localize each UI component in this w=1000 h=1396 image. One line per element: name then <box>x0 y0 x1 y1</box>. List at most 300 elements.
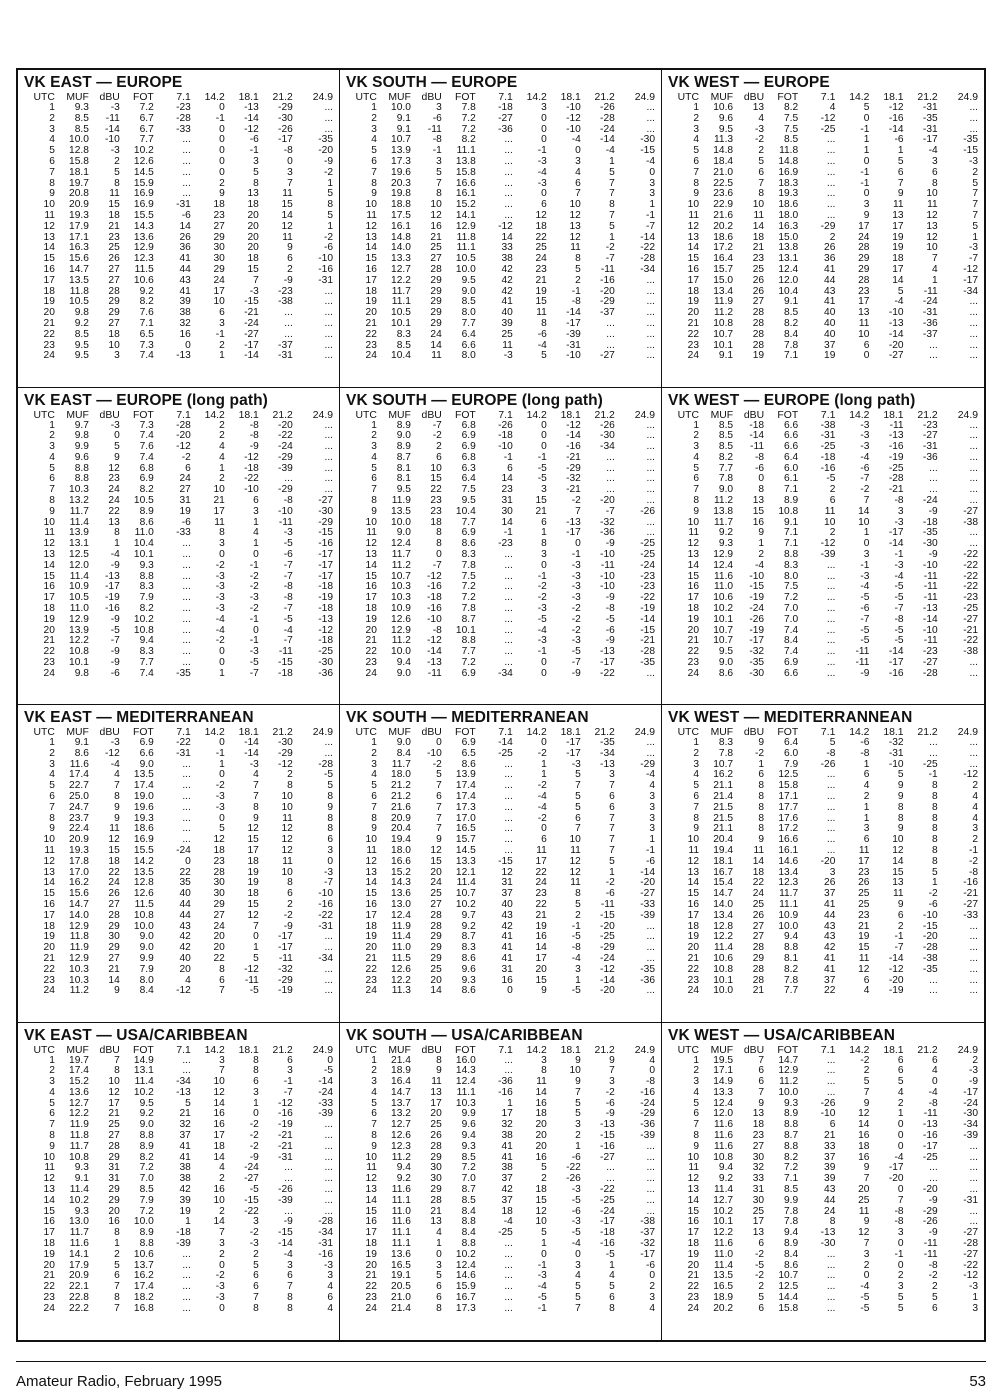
table-cell: 6.7 <box>139 123 154 135</box>
table-cell: 6 <box>507 462 513 474</box>
table-cell: 23 <box>535 263 547 275</box>
table-cell: 8.9 <box>784 1108 799 1120</box>
table-cell: 11 <box>536 1076 547 1088</box>
table-cell: 10.1 <box>713 613 734 625</box>
table-cell: 38 <box>179 1173 191 1185</box>
table-cell: 28 <box>430 1194 442 1206</box>
table-cell: 23 <box>43 339 55 351</box>
table-cell: 16 <box>43 581 55 593</box>
table-cell: -2 <box>755 134 765 146</box>
table-cell: 27 <box>108 952 120 964</box>
table-cell: -29 <box>278 747 293 759</box>
table-cell: ... <box>284 307 293 319</box>
table-cell: 3 <box>863 1248 870 1260</box>
table-cell: 27 <box>108 898 120 910</box>
table-cell: -20 <box>888 339 904 351</box>
table-cell: 8.9 <box>784 495 799 507</box>
table-cell: 16 <box>752 516 765 528</box>
table-cell: 8 <box>287 877 293 889</box>
table-cell: -37 <box>640 1227 655 1239</box>
table-cell: 25 <box>858 888 870 900</box>
table-cell: 21 <box>535 505 547 517</box>
table-cell: -11 <box>600 898 615 910</box>
table-cell: -1 <box>249 559 259 571</box>
table-cell: 18 <box>213 1140 225 1152</box>
table-cell: 28 <box>108 285 120 297</box>
table-cell: ... <box>324 747 333 759</box>
table-cell: -3 <box>571 1216 581 1228</box>
table-cell: -6 <box>860 737 870 748</box>
panel-title: VK SOUTH — EUROPE <box>346 74 518 91</box>
table-cell: 2 <box>897 1097 904 1109</box>
table-cell: 9.1 <box>718 350 734 362</box>
table-cell: 20 <box>179 963 191 975</box>
table-cell: -13 <box>820 1227 836 1239</box>
table-cell: 15 <box>43 888 55 900</box>
table-cell: -8 <box>432 624 442 636</box>
table-cell: -20 <box>820 855 836 867</box>
column-header: 7.1 <box>176 92 191 103</box>
table-cell: 0 <box>541 188 547 200</box>
table-cell: -5 <box>571 931 581 943</box>
table-cell: 12.6 <box>391 963 411 975</box>
table-cell: 0 <box>863 188 870 200</box>
table-row <box>346 330 655 341</box>
footer-rule <box>16 1361 986 1362</box>
table-cell: 6 <box>287 888 293 900</box>
table-cell: 30 <box>108 931 120 943</box>
table-cell: 10.8 <box>133 909 154 921</box>
table-cell: 17 <box>858 855 870 867</box>
table-cell: 4 <box>575 166 581 178</box>
table-cell: 5 <box>575 801 581 813</box>
table-cell: -4 <box>755 559 765 571</box>
table-cell: -6 <box>894 134 904 146</box>
table-cell: -5 <box>537 1292 547 1304</box>
table-cell: ... <box>646 985 655 997</box>
table-cell: 21.0 <box>713 166 734 178</box>
column-header: 18.1 <box>560 409 581 421</box>
table-cell: 7.2 <box>461 123 476 135</box>
table-cell: 5 <box>327 780 333 792</box>
table-cell: 11.7 <box>391 285 411 297</box>
table-cell: 1 <box>436 1238 442 1250</box>
table-cell: 10.6 <box>133 274 154 286</box>
table-cell: 8.5 <box>784 1184 799 1196</box>
table-cell: 43 <box>824 285 836 297</box>
table-cell: 20 <box>535 1140 547 1152</box>
table-cell: 8 <box>49 1130 55 1142</box>
table-cell: 25 <box>858 898 870 910</box>
table-cell: -6 <box>645 1259 655 1271</box>
table-cell: -2 <box>432 758 442 770</box>
table-cell: 28 <box>752 328 765 340</box>
column-header: dBU <box>421 92 442 103</box>
table-cell: -7 <box>894 942 904 954</box>
page-number: 53 <box>969 1373 986 1390</box>
table-cell: 19.7 <box>69 177 89 189</box>
column-header: 14.2 <box>204 727 225 738</box>
table-cell: -1 <box>645 209 655 221</box>
propagation-panel <box>18 388 340 706</box>
table-cell: 43 <box>824 1184 836 1196</box>
table-cell: 6 <box>575 812 581 824</box>
table-cell: -5 <box>894 635 904 647</box>
table-cell: 17 <box>43 909 55 921</box>
table-cell: -12 <box>566 112 581 124</box>
table-cell: 12.7 <box>69 1097 89 1109</box>
table-cell: ... <box>826 134 836 146</box>
table-cell: -25 <box>498 1227 513 1239</box>
table-cell: 10.4 <box>391 350 411 362</box>
table-cell: -34 <box>318 952 333 964</box>
table-cell: -11 <box>923 285 938 297</box>
table-cell: ... <box>969 419 978 431</box>
table-cell: 0 <box>253 624 259 636</box>
table-cell: 13.5 <box>69 274 89 286</box>
table-cell: 15.7 <box>713 263 734 275</box>
table-cell: -12 <box>427 570 442 582</box>
table-cell: ... <box>284 317 293 329</box>
table-cell: ... <box>969 112 978 124</box>
table-cell: -22 <box>640 242 655 254</box>
column-header: 7.1 <box>176 727 191 738</box>
table-cell: 14.0 <box>391 242 411 254</box>
table-cell: 0 <box>897 1259 904 1271</box>
table-row <box>346 222 655 233</box>
table-cell: 12.9 <box>455 220 476 232</box>
table-cell: 11.8 <box>456 231 476 243</box>
table-cell: ... <box>826 657 836 669</box>
table-cell: -36 <box>498 1076 513 1088</box>
table-cell: 7 <box>49 484 55 496</box>
table-cell: ... <box>284 328 293 340</box>
column-header: FOT <box>454 409 476 421</box>
table-cell: 7.1 <box>139 317 154 329</box>
table-cell: -1 <box>537 145 547 157</box>
table-cell: -22 <box>600 1184 615 1196</box>
table-cell: 13.4 <box>713 285 734 297</box>
table-cell: 32 <box>179 1119 191 1131</box>
table-cell: -25 <box>922 758 938 770</box>
table-cell: -3 <box>323 1259 333 1271</box>
table-cell: -10 <box>820 1108 836 1120</box>
table-cell: 2 <box>575 1130 581 1142</box>
table-cell: 24.7 <box>69 801 89 813</box>
table-cell: 15 <box>365 1205 377 1217</box>
table-cell: 2 <box>693 112 699 124</box>
table-cell: 11 <box>858 1205 870 1217</box>
table-cell: 20 <box>43 1259 55 1271</box>
table-cell: 14 <box>892 855 904 867</box>
table-cell: -3 <box>249 285 259 297</box>
table-cell: 1 <box>371 419 377 431</box>
table-cell: 15.2 <box>455 199 476 211</box>
table-cell: 17 <box>892 263 904 275</box>
table-cell: -11 <box>750 441 765 453</box>
table-cell: 6 <box>371 790 377 802</box>
table-cell: 19 <box>892 231 904 243</box>
table-cell: 7.2 <box>461 592 476 604</box>
table-cell: -3 <box>968 1281 978 1293</box>
table-row <box>668 669 978 680</box>
table-cell: 0 <box>541 737 547 748</box>
table-cell: 12 <box>430 844 442 856</box>
table-cell: -39 <box>278 1194 293 1206</box>
table-cell: 7.5 <box>784 123 799 135</box>
table-cell: 18.2 <box>133 1292 154 1304</box>
panel-title: VK SOUTH — USA/CARIBBEAN <box>346 1026 583 1044</box>
table-cell: -7 <box>110 635 120 647</box>
table-cell: 11.2 <box>779 1076 799 1088</box>
table-cell: 5 <box>931 866 938 878</box>
table-cell: -38 <box>963 516 978 528</box>
table-cell: 8 <box>758 484 765 496</box>
table-cell: ... <box>826 1054 836 1066</box>
table-cell: 16.9 <box>133 199 154 211</box>
table-cell: 6 <box>897 909 904 921</box>
table-cell: 21.2 <box>391 790 411 802</box>
table-cell: 8 <box>541 1065 547 1077</box>
table-cell: 16.4 <box>391 1076 411 1088</box>
table-cell: ... <box>182 823 191 835</box>
table-cell: -8 <box>645 1076 655 1088</box>
table-cell: 42 <box>179 942 191 954</box>
table-cell: -1 <box>894 1248 904 1260</box>
table-cell: 10.6 <box>713 102 734 113</box>
column-header: 14.2 <box>526 409 547 421</box>
table-row <box>346 351 655 362</box>
table-cell: -1 <box>571 285 581 297</box>
table-cell: 18.6 <box>133 823 154 835</box>
table-cell: 6 <box>931 1054 938 1066</box>
table-cell: 7.7 <box>461 317 476 329</box>
table-cell: 6 <box>609 790 615 802</box>
table-cell: 3 <box>693 1076 699 1088</box>
table-cell: -17 <box>566 527 581 539</box>
table-cell: 6.8 <box>461 419 476 431</box>
table-cell: 9.4 <box>718 1162 734 1174</box>
table-cell: 8 <box>897 812 904 824</box>
table-cell: -3 <box>249 758 259 770</box>
table-cell: 16 <box>213 1119 225 1131</box>
table-cell: 23 <box>858 866 870 878</box>
table-cell: 17.4 <box>455 780 476 792</box>
table-cell: 0 <box>219 549 225 561</box>
table-cell: -12 <box>888 963 904 975</box>
table-cell: -4 <box>571 134 581 146</box>
table-cell: 19.6 <box>391 166 411 178</box>
table-cell: 20.4 <box>391 823 411 835</box>
table-cell: 6.8 <box>139 462 154 474</box>
table-cell: 10.2 <box>713 1205 734 1217</box>
table-cell: 0 <box>897 1130 904 1142</box>
table-cell: 12 <box>365 1173 377 1185</box>
table-cell: 21.1 <box>713 780 734 792</box>
table-cell: -1 <box>215 328 225 340</box>
table-cell: -3 <box>215 592 225 604</box>
table-cell: 13 <box>430 1216 442 1228</box>
table-cell: 41 <box>824 952 836 964</box>
table-cell: 4 <box>609 1270 615 1282</box>
table-cell: 7 <box>693 1119 699 1131</box>
table-cell: 41 <box>501 952 513 964</box>
table-cell: -32 <box>600 516 615 528</box>
table-cell: 15 <box>430 855 442 867</box>
table-cell: 9 <box>863 1097 870 1109</box>
table-cell: ... <box>324 1130 333 1142</box>
table-cell: 33 <box>824 1140 836 1152</box>
table-cell: 7.2 <box>139 102 154 113</box>
table-cell: 28 <box>858 242 870 254</box>
table-cell: ... <box>324 317 333 329</box>
table-cell: 15 <box>752 505 765 517</box>
table-cell: ... <box>182 559 191 571</box>
table-cell: 26 <box>824 877 836 889</box>
table-cell: -20 <box>278 419 293 431</box>
table-cell: 4 <box>972 790 978 802</box>
table-cell: 8 <box>931 780 938 792</box>
table-cell: 8.2 <box>139 296 154 308</box>
table-cell: -3 <box>860 430 870 442</box>
table-cell: -3 <box>283 527 293 539</box>
table-cell: -23 <box>922 419 938 431</box>
table-cell: 29 <box>858 263 870 275</box>
table-cell: -10 <box>566 123 581 135</box>
table-cell: 4 <box>49 769 55 781</box>
table-cell: 10.9 <box>391 603 411 615</box>
table-cell: -9 <box>283 1216 293 1228</box>
table-cell: 14.8 <box>778 155 799 167</box>
table-cell: 18 <box>247 855 259 867</box>
table-cell: 16.9 <box>133 834 154 846</box>
table-cell: 24 <box>108 877 120 889</box>
table-cell: -20 <box>176 430 191 442</box>
table-cell: ... <box>182 1248 191 1260</box>
table-row <box>24 1304 333 1315</box>
table-cell: 11 <box>688 527 699 539</box>
table-cell: 6 <box>49 155 55 167</box>
table-cell: -22 <box>244 1205 259 1217</box>
table-cell: 18 <box>535 1108 547 1120</box>
table-cell: 16.5 <box>391 1259 411 1271</box>
table-cell: 18 <box>687 1238 699 1250</box>
table-cell: 15 <box>365 888 377 900</box>
table-cell: -17 <box>244 339 259 351</box>
propagation-table <box>668 410 978 680</box>
column-header: MUF <box>710 1044 734 1056</box>
table-cell: ... <box>324 339 333 351</box>
table-cell: 1 <box>219 667 225 679</box>
table-cell: 20.8 <box>69 188 89 200</box>
table-cell: 8.8 <box>461 1216 476 1228</box>
table-cell: 38 <box>179 1162 191 1174</box>
table-cell: 20 <box>247 209 259 221</box>
table-cell: 14.7 <box>778 1054 799 1066</box>
panel-title: VK SOUTH — MEDITERRANEAN <box>346 709 589 726</box>
table-cell: -5 <box>894 624 904 636</box>
table-cell: 8.4 <box>461 1227 476 1239</box>
table-cell: 2 <box>693 747 699 759</box>
table-cell: -24 <box>244 317 259 329</box>
table-cell: 2 <box>863 1259 870 1271</box>
table-cell: -16 <box>600 1238 615 1250</box>
table-cell: -37 <box>278 339 293 351</box>
table-cell: ... <box>504 581 513 593</box>
table-cell: 2 <box>219 177 225 189</box>
table-cell: 10 <box>365 1151 377 1163</box>
table-cell: 8.8 <box>784 549 799 561</box>
table-cell: 7.7 <box>461 646 476 658</box>
table-cell: -14 <box>888 646 904 658</box>
table-cell: 7.2 <box>461 581 476 593</box>
table-cell: 9.2 <box>718 1173 734 1185</box>
table-cell: 5 <box>863 102 870 113</box>
table-cell: 12.9 <box>778 1065 799 1077</box>
table-cell: -5 <box>283 538 293 550</box>
table-cell: 6.4 <box>784 737 799 748</box>
table-cell: 10.2 <box>133 145 154 157</box>
table-cell: 13 <box>752 102 765 113</box>
table-cell: ... <box>606 451 615 463</box>
table-cell: 17 <box>365 1227 377 1239</box>
table-cell: 42 <box>179 1184 191 1196</box>
table-cell: ... <box>646 328 655 340</box>
table-cell: -10 <box>318 253 333 265</box>
table-row <box>24 168 333 179</box>
table-cell: -18 <box>600 1227 615 1239</box>
table-cell: 0 <box>541 112 547 124</box>
table-cell: 15.9 <box>133 177 154 189</box>
table-cell: 17 <box>365 274 377 286</box>
column-header: UTC <box>677 92 699 103</box>
footer-publication: Amateur Radio, February 1995 <box>16 1373 222 1390</box>
table-cell: -27 <box>963 613 978 625</box>
table-cell: 44 <box>179 898 191 910</box>
table-cell: 4 <box>253 527 259 539</box>
table-cell: 6 <box>829 1119 836 1131</box>
table-cell: 7 <box>575 505 581 517</box>
table-cell: 4 <box>693 769 699 781</box>
table-cell: 30 <box>213 888 225 900</box>
table-cell: 17.4 <box>455 790 476 802</box>
table-cell: -22 <box>244 473 259 485</box>
table-cell: 20 <box>247 220 259 232</box>
table-cell: 0 <box>219 102 225 113</box>
column-header: 18.1 <box>238 92 259 103</box>
table-cell: 43 <box>501 909 513 921</box>
table-cell: 9 <box>897 188 904 200</box>
table-cell: 7.4 <box>139 451 154 463</box>
table-cell: 1 <box>693 737 699 748</box>
table-cell: 10 <box>926 188 938 200</box>
table-cell: 8.7 <box>396 451 411 463</box>
table-cell: -17 <box>278 931 293 943</box>
table-cell: 12.6 <box>133 155 154 167</box>
header-row <box>346 1045 655 1056</box>
table-cell: 21 <box>43 952 55 964</box>
table-cell: 37 <box>824 1151 836 1163</box>
table-cell: -13 <box>600 646 615 658</box>
table-cell: 9.3 <box>74 1205 89 1217</box>
table-cell: 18 <box>535 1184 547 1196</box>
table-cell: -3 <box>215 1281 225 1293</box>
header-row <box>346 410 655 421</box>
table-cell: 41 <box>179 253 191 265</box>
table-cell: 1 <box>693 1054 699 1066</box>
table-cell: 12.5 <box>69 549 89 561</box>
table-row <box>668 911 978 922</box>
